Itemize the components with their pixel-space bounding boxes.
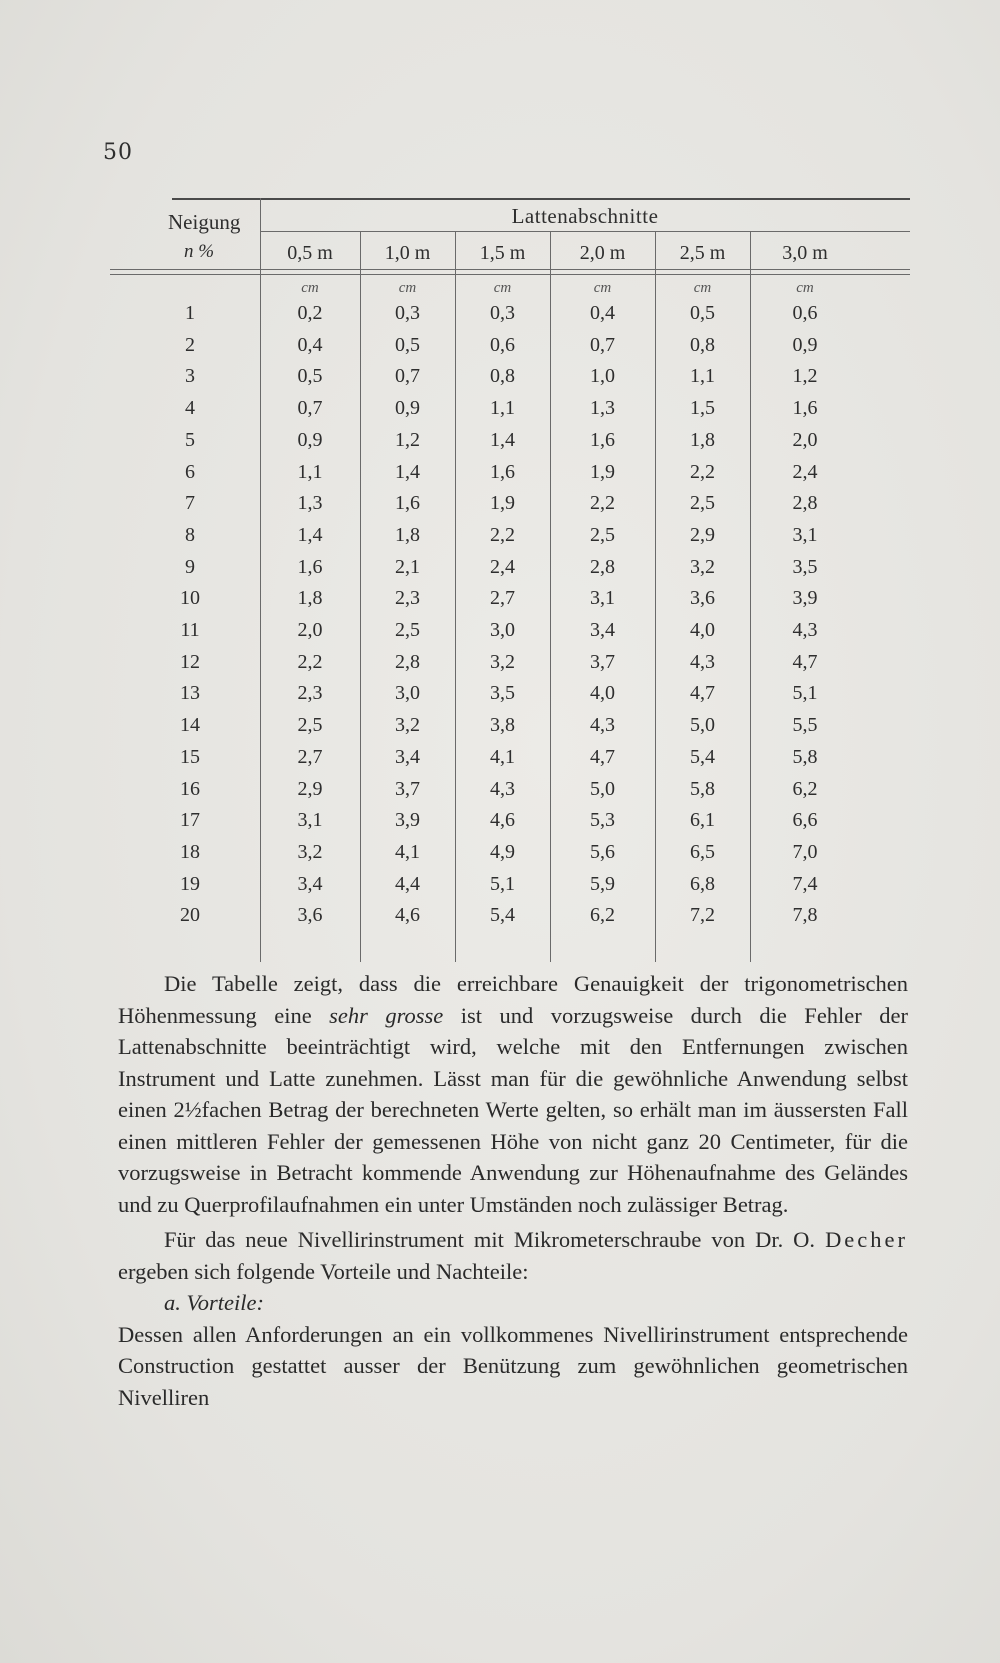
author-name: Decher [825, 1227, 909, 1252]
table-row [110, 429, 910, 461]
table-cell: 0,9 [297, 428, 323, 451]
table-row [110, 904, 910, 936]
table-cell: 3,0 [490, 619, 515, 641]
paragraph: Dessen allen Anforderungen an ein vollkommenes Nivellirinstrument entsprechende Construction gestattet ausser der Benützung zum gewöhnlichen geometrischen Nivelliren [118, 1321, 908, 1410]
slope-value: 8 [185, 523, 195, 546]
table-cell: 1,2 [792, 365, 818, 388]
table-cell: 2,8 [792, 492, 818, 515]
table-cell: 2,5 [395, 619, 420, 641]
paragraph [118, 968, 908, 1220]
table-row [110, 397, 910, 429]
table-cell: 5,1 [490, 872, 515, 895]
column-header: 2,5 m [679, 242, 726, 264]
table-row [110, 778, 910, 810]
table-cell: 1,9 [490, 492, 515, 515]
unit-label: cm [796, 280, 814, 296]
paragraph [118, 1224, 908, 1287]
table-row [110, 461, 910, 493]
slope-value: 11 [180, 619, 200, 641]
table-cell: 3,6 [690, 587, 715, 610]
table-top-rule [172, 198, 910, 200]
table-row [110, 492, 910, 524]
table-cell: 0,9 [395, 397, 420, 420]
table-cell: 5,8 [792, 745, 818, 768]
table-cell: 0,7 [395, 365, 420, 388]
unit-label: cm [493, 280, 512, 296]
table-cell: 1,6 [590, 428, 615, 451]
table-cell: 1,8 [395, 523, 420, 546]
table-cell: 1,6 [490, 460, 515, 483]
table-cell: 1,9 [590, 460, 615, 483]
row-header-unit: n % [184, 241, 215, 262]
slope-value: 16 [180, 777, 200, 800]
table-cell: 4,3 [590, 714, 615, 737]
slope-value: 13 [180, 682, 200, 705]
table-cell: 3,6 [297, 904, 323, 927]
table-cell: 7,0 [792, 840, 818, 863]
table-row [110, 524, 910, 556]
table-cell: 3,1 [792, 523, 818, 546]
table-cell: 4,7 [792, 650, 818, 673]
table-cell: 1,6 [395, 492, 420, 515]
table-cell: 3,0 [395, 682, 420, 705]
table-cell: 5,3 [590, 809, 615, 832]
emphasis-text: sehr grosse [329, 1002, 444, 1028]
slope-value: 9 [185, 555, 195, 578]
table-cell: 0,4 [590, 302, 615, 324]
row-header-label: Neigung [168, 210, 241, 234]
table-cell: 1,1 [490, 397, 515, 420]
table-cell: 3,1 [590, 587, 615, 610]
table-cell: 1,3 [297, 492, 323, 515]
table-cell: 4,3 [490, 777, 515, 800]
table-cell: 5,1 [792, 682, 818, 705]
table-cell: 2,7 [490, 587, 515, 610]
table-cell: 0,6 [792, 302, 818, 324]
table-cell: 7,4 [792, 872, 818, 895]
paragraph-text: Für das neue Nivellirinstrument mit Mikrometerschraube von Dr. O. [164, 1227, 816, 1252]
table-cell: 5,6 [590, 840, 615, 863]
table-cell: 1,6 [297, 555, 323, 578]
table-cell: 6,2 [792, 777, 818, 800]
table-cell: 4,6 [395, 904, 420, 927]
page-number: 50 [103, 140, 133, 165]
column-header: 2,0 m [579, 242, 626, 264]
table-header-rule [110, 269, 910, 270]
table-cell: 2,2 [590, 492, 615, 515]
table-cell: 5,0 [690, 714, 715, 737]
slope-value: 15 [180, 745, 200, 768]
table-row [110, 809, 910, 841]
table-cell: 0,7 [297, 397, 323, 420]
table-cell: 0,8 [490, 365, 515, 388]
slope-value: 14 [180, 714, 200, 737]
slope-value: 6 [185, 460, 195, 483]
unit-label: cm [301, 280, 319, 296]
table-cell: 3,1 [297, 809, 323, 832]
slope-value: 3 [185, 365, 195, 388]
table-cell: 5,5 [792, 714, 818, 737]
table-row [110, 334, 910, 366]
table-cell: 0,4 [297, 333, 323, 356]
column-header: 3,0 m [782, 242, 828, 264]
slope-value: 2 [185, 333, 195, 356]
table-cell: 3,5 [792, 555, 818, 578]
table-cell: 3,8 [490, 714, 515, 737]
table-cell: 4,0 [690, 619, 715, 641]
table-cell: 2,5 [590, 523, 615, 546]
table-cell: 0,5 [395, 333, 420, 356]
slope-value: 18 [180, 840, 200, 863]
table-cell: 3,5 [490, 682, 515, 705]
table-cell: 3,9 [395, 809, 420, 832]
table-cell: 4,1 [490, 745, 515, 768]
slope-value: 7 [185, 492, 195, 515]
table-cell: 1,3 [590, 397, 615, 420]
table-cell: 2,4 [490, 555, 515, 578]
table-cell: 2,8 [590, 555, 615, 578]
table-cell: 0,5 [690, 302, 715, 324]
table-cell: 2,0 [297, 619, 323, 641]
table-cell: 6,2 [590, 904, 615, 927]
table-cell: 1,8 [690, 428, 715, 451]
table-cell: 1,4 [490, 428, 515, 451]
table-row [110, 619, 910, 651]
table-cell: 3,2 [690, 555, 715, 578]
table-cell: 0,3 [395, 302, 420, 324]
column-header: 1,5 m [479, 242, 526, 264]
unit-label: cm [693, 280, 712, 296]
unit-label: cm [398, 280, 417, 296]
table-cell: 2,5 [297, 714, 323, 737]
table-cell: 2,7 [297, 745, 323, 768]
slope-value: 10 [180, 587, 200, 610]
table-row [110, 682, 910, 714]
column-header: 1,0 m [384, 242, 431, 264]
body-text [118, 968, 908, 1413]
table-group-rule [260, 231, 910, 232]
table-cell: 0,3 [490, 302, 515, 324]
table-row [110, 556, 910, 588]
table-cell: 2,3 [297, 682, 323, 705]
table-cell: 1,1 [297, 460, 323, 483]
table-cell: 1,5 [690, 397, 715, 420]
table-row [110, 746, 910, 778]
slope-value: 12 [180, 650, 200, 673]
table-cell: 0,5 [297, 365, 323, 388]
table-cell: 4,3 [792, 619, 818, 641]
table-cell: 2,9 [690, 523, 715, 546]
table-cell: 2,9 [297, 777, 323, 800]
table-cell: 4,6 [490, 809, 515, 832]
table-cell: 6,1 [690, 809, 715, 832]
column-header: 0,5 m [287, 242, 333, 264]
table-cell: 4,4 [395, 872, 420, 895]
table-cell: 0,6 [490, 333, 515, 356]
slope-value: 4 [185, 397, 195, 420]
table-row [110, 587, 910, 619]
table-cell: 1,1 [690, 365, 715, 388]
table-cell: 3,7 [395, 777, 420, 800]
table-cell: 1,6 [792, 397, 818, 420]
table-cell: 3,4 [297, 872, 323, 895]
table-cell: 3,2 [297, 840, 323, 863]
table-cell: 4,9 [490, 840, 515, 863]
table-cell: 2,3 [395, 587, 420, 610]
column-group-title: Lattenabschnitte [511, 204, 659, 228]
table-cell: 5,0 [590, 777, 615, 800]
table-cell: 4,1 [395, 840, 420, 863]
table-cell: 5,9 [590, 872, 615, 895]
table-cell: 3,4 [590, 619, 615, 641]
unit-label: cm [593, 280, 612, 296]
table-row [110, 714, 910, 746]
table-cell: 0,8 [690, 333, 715, 356]
paragraph-text: ergeben sich folgende Vorteile und Nachteile: [118, 1258, 529, 1284]
table-cell: 1,2 [395, 428, 420, 451]
table-cell: 4,0 [590, 682, 615, 705]
table-cell: 1,4 [297, 523, 323, 546]
table-cell: 2,8 [395, 650, 420, 673]
table-header-rule-double [110, 274, 910, 275]
paragraph-text: ist und vorzugsweise durch die Fehler der Lattenabschnitte beeinträchtigt wird, welche mit den Entfernungen zwischen Instrument und Latte zunehmen. Lässt man für die gewöhnliche Anwendung selbst einen 2½fachen Betrag der berechneten Werte gelten, so erhält man im äussersten Fall einen mittleren Fehler der gemessenen Höhe von nicht ganz 20 Centimeter, für die vorzugsweise in Betracht kommende Anwendung zur Höhenaufnahme des Geländes und zu Querprofilaufnahmen ein unter Umständen noch zulässiger Betrag. [118, 1002, 908, 1217]
table-cell: 4,3 [690, 650, 715, 673]
table-row [110, 302, 910, 334]
table-cell: 1,4 [395, 460, 420, 483]
table-cell: 3,4 [395, 745, 420, 768]
table-cell: 3,2 [395, 714, 420, 737]
table-cell: 0,2 [297, 302, 323, 324]
table-cell: 2,5 [690, 492, 715, 515]
table-cell: 2,2 [690, 460, 715, 483]
table-cell: 2,4 [792, 460, 818, 483]
table-cell: 1,0 [590, 365, 615, 388]
slope-value: 17 [180, 809, 200, 832]
table-cell: 2,1 [395, 555, 420, 578]
table-cell: 2,0 [792, 428, 818, 451]
table-cell: 6,8 [690, 872, 715, 895]
table-row [110, 365, 910, 397]
table-cell: 6,6 [792, 809, 818, 832]
paragraph-text: Die Tabelle zeigt, dass die erreichbare Genauigkeit der trigonometrischen Höhenmessung eine [118, 971, 908, 1028]
table-cell: 6,5 [690, 840, 715, 863]
table-cell: 7,2 [690, 904, 715, 927]
table-cell: 5,4 [690, 745, 715, 768]
table-cell: 7,8 [792, 904, 818, 927]
slope-value: 1 [185, 302, 195, 324]
table-row [110, 651, 910, 683]
table-cell: 1,8 [297, 587, 323, 610]
table-cell: 2,2 [297, 650, 323, 673]
slope-value: 19 [180, 872, 200, 895]
slope-value: 20 [180, 904, 200, 927]
table-row [110, 841, 910, 873]
slope-value: 5 [185, 428, 195, 451]
table-cell: 5,8 [690, 777, 715, 800]
table-cell: 3,2 [490, 650, 515, 673]
table-cell: 5,4 [490, 904, 515, 927]
table-cell: 4,7 [590, 745, 615, 768]
table-cell: 0,7 [590, 333, 615, 356]
table-cell: 3,9 [792, 587, 818, 610]
table-cell: 3,7 [590, 650, 615, 673]
table-cell: 4,7 [690, 682, 715, 705]
table-cell: 0,9 [792, 333, 818, 356]
table-cell: 2,2 [490, 523, 515, 546]
table-row [110, 873, 910, 905]
section-heading: a. Vorteile: [164, 1290, 264, 1315]
